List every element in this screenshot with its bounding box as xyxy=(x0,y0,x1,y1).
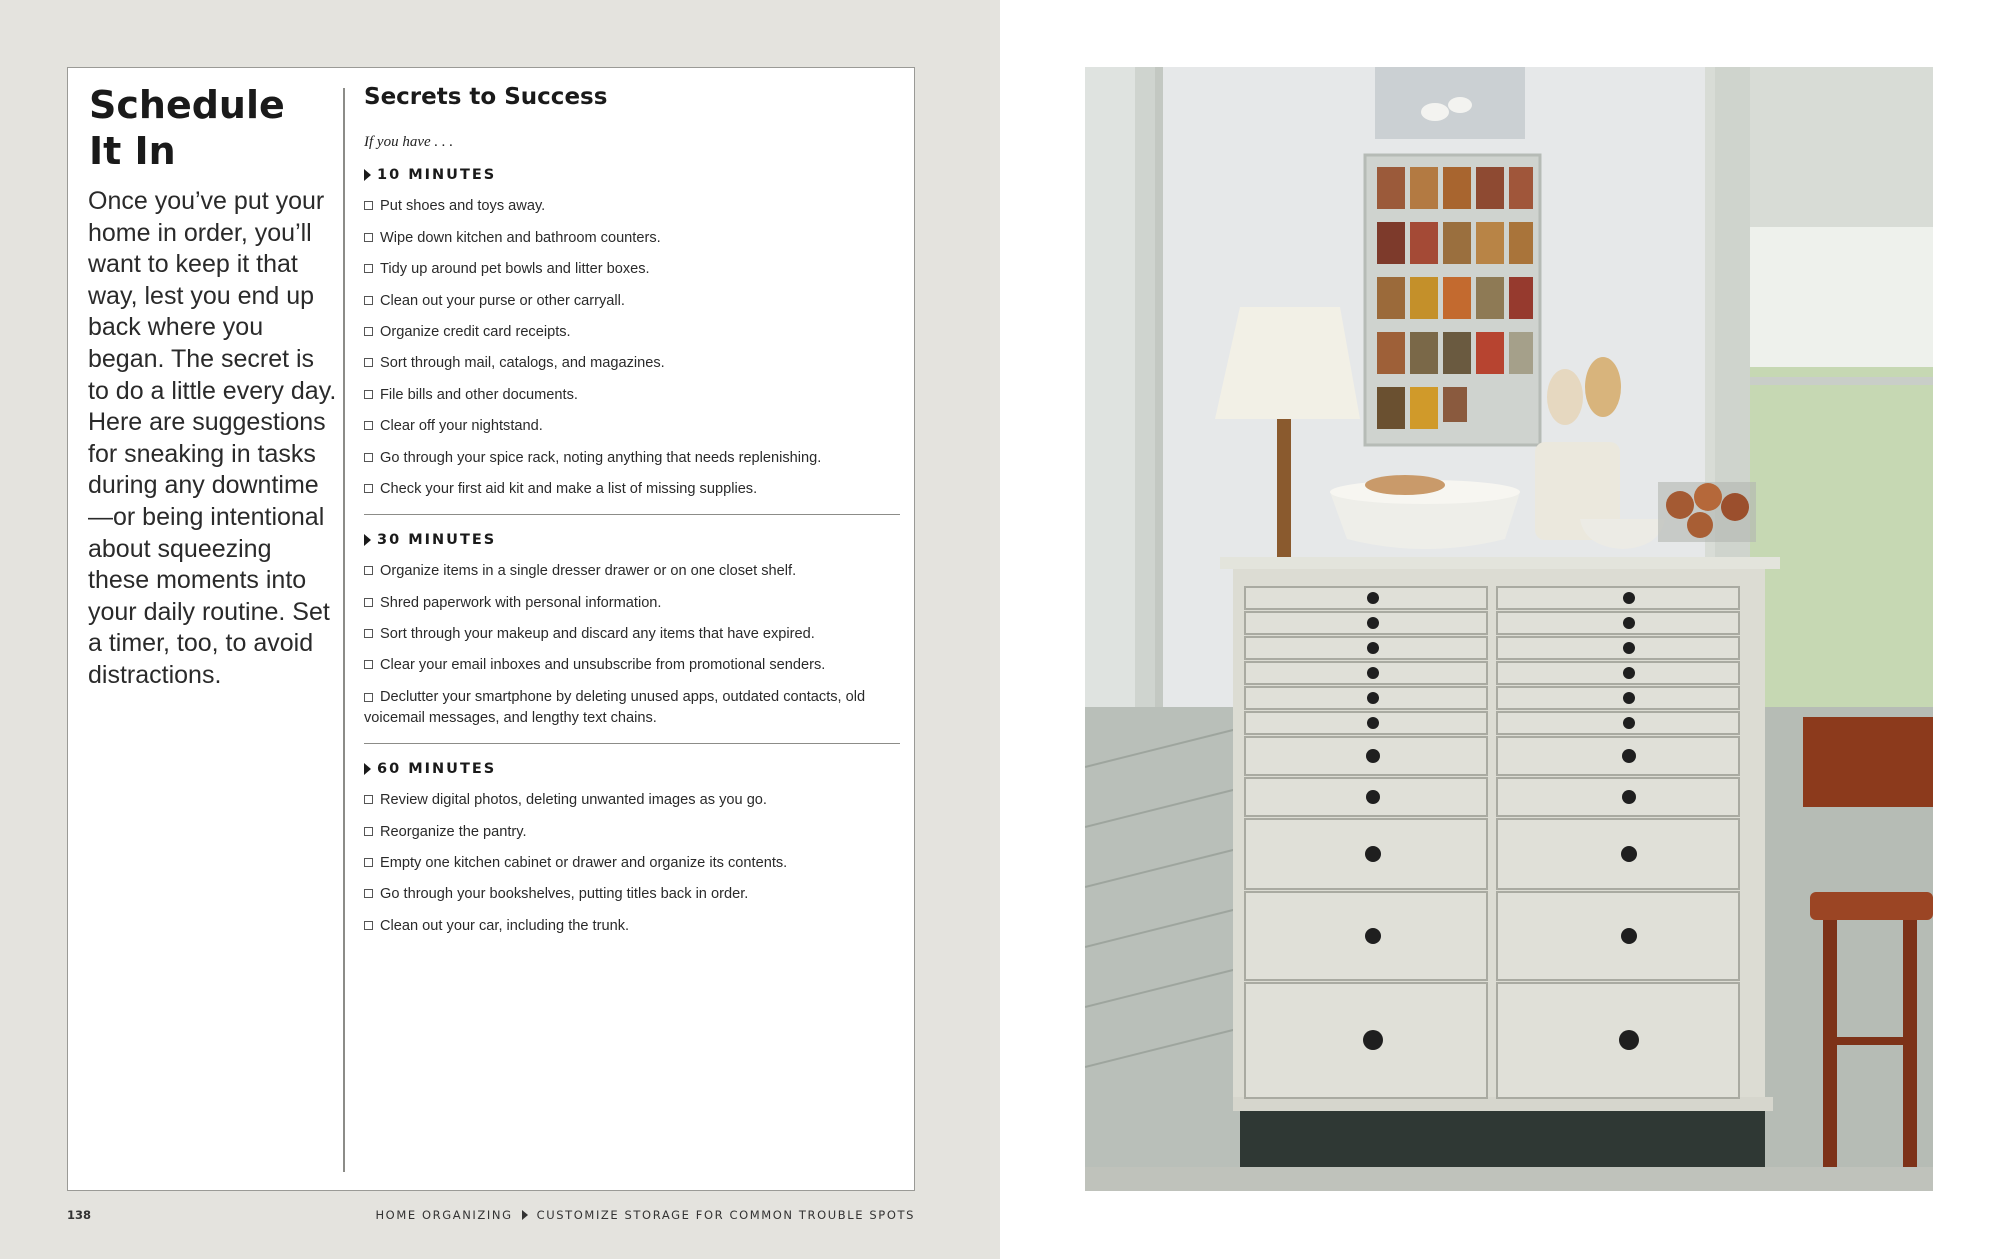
checkbox[interactable] xyxy=(364,660,373,669)
checkbox[interactable] xyxy=(364,889,373,898)
checklist-item xyxy=(364,228,900,249)
page-title: Schedule It In xyxy=(89,83,285,173)
running-footer xyxy=(375,1208,915,1222)
checklist-item xyxy=(364,884,900,905)
checklist-item xyxy=(364,822,900,843)
arrow-right-icon xyxy=(364,169,371,181)
checklist-text: Sort through your makeup and discard any items that have expired. xyxy=(380,626,815,643)
checklist-item xyxy=(364,385,900,406)
section-rule xyxy=(364,743,900,744)
checklist-text: Organize items in a single dresser drawer or on one closet shelf. xyxy=(380,563,797,580)
checklist-item xyxy=(364,448,900,469)
checkbox[interactable] xyxy=(364,598,373,607)
arrow-right-icon xyxy=(522,1210,528,1220)
checklist-text: Check your first aid kit and make a list of missing supplies. xyxy=(380,480,758,497)
checklist-text: Wipe down kitchen and bathroom counters. xyxy=(380,229,661,246)
checkbox[interactable] xyxy=(364,693,373,702)
checklist-text: Reorganize the pantry. xyxy=(380,823,527,840)
checklist-item xyxy=(364,259,900,280)
checkbox[interactable] xyxy=(364,795,373,804)
checklist-item xyxy=(364,291,900,312)
checkbox[interactable] xyxy=(364,358,373,367)
footer-section: HOME ORGANIZING xyxy=(375,1208,513,1222)
group-heading-30-minutes xyxy=(364,529,900,551)
checklist-item xyxy=(364,687,900,729)
secrets-lead: If you have . . . xyxy=(364,134,454,150)
checklist-text: Put shoes and toys away. xyxy=(380,198,546,215)
checklist-item xyxy=(364,322,900,343)
checklist-text: Review digital photos, deleting unwanted images as you go. xyxy=(380,792,767,809)
checkbox[interactable] xyxy=(364,421,373,430)
checklist-text: Declutter your smartphone by deleting unused apps, outdated contacts, old voicemail messages, and lengthy text chains. xyxy=(364,688,866,726)
group-label: 30 MINUTES xyxy=(377,531,497,548)
checklist-text: Clear your email inboxes and unsubscribe from promotional senders. xyxy=(380,657,826,674)
checklist-item xyxy=(364,561,900,582)
checkbox[interactable] xyxy=(364,201,373,210)
checkbox[interactable] xyxy=(364,453,373,462)
checklist-item xyxy=(364,353,900,374)
checklist-text: Tidy up around pet bowls and litter boxes. xyxy=(380,261,650,278)
secrets-heading: Secrets to Success xyxy=(364,84,608,110)
checklist-text: File bills and other documents. xyxy=(380,386,578,403)
checkbox[interactable] xyxy=(364,264,373,273)
column-divider xyxy=(343,88,345,1172)
checklist-text: Clean out your car, including the trunk. xyxy=(380,917,630,934)
cabinet-photo xyxy=(1085,67,1933,1191)
checkbox[interactable] xyxy=(364,484,373,493)
content-card xyxy=(67,67,915,1191)
footer-chapter: CUSTOMIZE STORAGE FOR COMMON TROUBLE SPOTS xyxy=(536,1208,915,1222)
page-number: 138 xyxy=(67,1208,92,1222)
checklist-item xyxy=(364,593,900,614)
checklist-item xyxy=(364,416,900,437)
checklist-text: Organize credit card receipts. xyxy=(380,323,571,340)
secrets-column xyxy=(364,82,900,937)
intro-paragraph: Once you’ve put your home in order, you’ll want to keep it that way, lest you end up back where you began. The secret is to do a little every day. Here are suggestions for sneaking in tasks during any downtime—or being intentional about squeezing these moments into your daily routine. Set a timer, too, to avoid distractions. xyxy=(88,187,337,689)
checkbox[interactable] xyxy=(364,390,373,399)
checkbox[interactable] xyxy=(364,233,373,242)
checklist-item xyxy=(364,196,900,217)
checklist-text: Clean out your purse or other carryall. xyxy=(380,292,625,309)
right-page xyxy=(1000,0,2000,1259)
checklist-text: Empty one kitchen cabinet or drawer and organize its contents. xyxy=(380,855,788,872)
checklist-text: Go through your spice rack, noting anything that needs replenishing. xyxy=(380,449,822,466)
checklist-item xyxy=(364,790,900,811)
checklist-item xyxy=(364,655,900,676)
checklist-item xyxy=(364,916,900,937)
checklist-item xyxy=(364,479,900,500)
checklist-text: Shred paperwork with personal information. xyxy=(380,594,662,611)
group-label: 10 MINUTES xyxy=(377,167,497,183)
arrow-right-icon xyxy=(364,763,371,775)
checklist-text: Go through your bookshelves, putting titles back in order. xyxy=(380,886,749,903)
checkbox[interactable] xyxy=(364,566,373,575)
group-heading-60-minutes xyxy=(364,758,900,780)
section-rule xyxy=(364,514,900,515)
group-heading-10-minutes xyxy=(364,164,900,186)
group-label: 60 MINUTES xyxy=(377,760,497,777)
checkbox[interactable] xyxy=(364,629,373,638)
checklist-item xyxy=(364,853,900,874)
checkbox[interactable] xyxy=(364,858,373,867)
checkbox[interactable] xyxy=(364,921,373,930)
checklist-text: Sort through mail, catalogs, and magazines. xyxy=(380,355,665,372)
checklist-item xyxy=(364,624,900,645)
checkbox[interactable] xyxy=(364,827,373,836)
checkbox[interactable] xyxy=(364,327,373,336)
arrow-right-icon xyxy=(364,534,371,546)
checkbox[interactable] xyxy=(364,296,373,305)
checklist-text: Clear off your nightstand. xyxy=(380,418,543,435)
